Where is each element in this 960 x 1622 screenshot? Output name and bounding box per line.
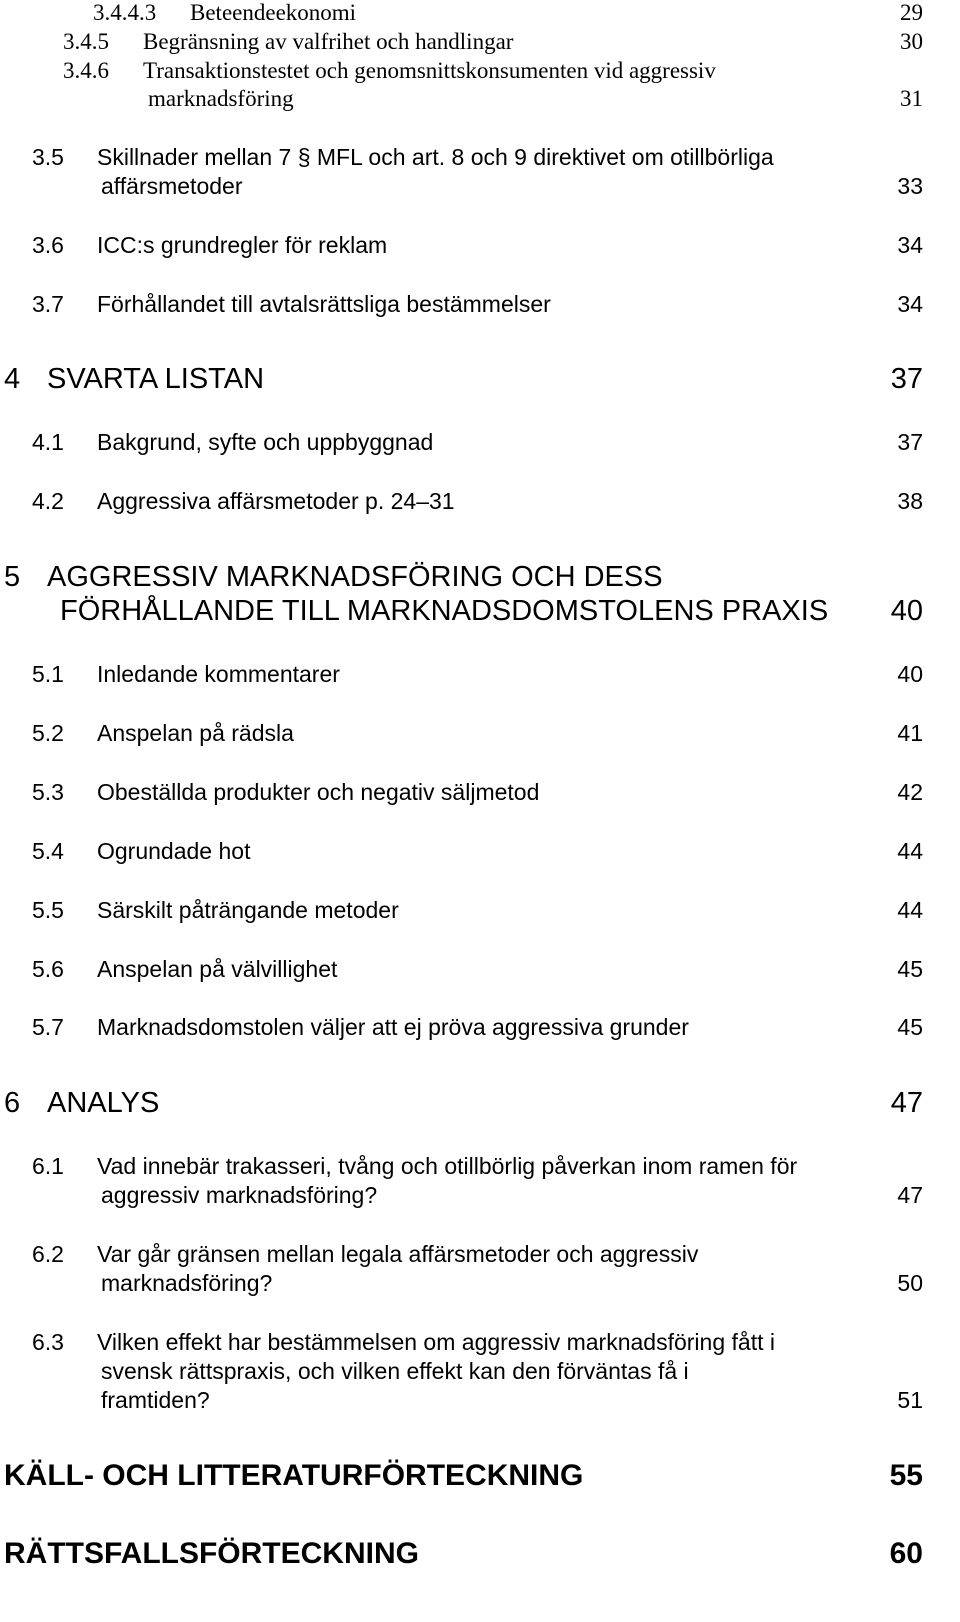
- toc-title: RÄTTSFALLSFÖRTECKNING: [4, 1537, 419, 1570]
- toc-page: 50: [897, 1270, 923, 1296]
- toc-number: 4: [4, 363, 21, 395]
- toc-page: 45: [897, 1014, 923, 1040]
- toc-entry-6-3-cont2[interactable]: [0, 1387, 960, 1417]
- toc-title-cont: FÖRHÅLLANDE TILL MARKNADSDOMSTOLENS PRAXIS: [60, 595, 829, 627]
- toc-title: ANALYS: [47, 1087, 160, 1119]
- toc-page: 42: [897, 779, 923, 805]
- toc-entry-3-5[interactable]: [0, 144, 960, 174]
- toc-page: 34: [897, 232, 923, 258]
- toc-page: 33: [897, 173, 923, 199]
- toc-number: 3.7: [32, 291, 64, 317]
- toc-title-cont: marknadsföring?: [101, 1270, 273, 1296]
- toc-number: 3.4.4.3: [93, 0, 157, 25]
- toc-number: 3.4.6: [63, 58, 109, 83]
- toc-page: 44: [897, 897, 923, 923]
- toc-title: Skillnader mellan 7 § MFL och art. 8 och 9 direktivet om otillbörliga: [97, 144, 774, 170]
- toc-title: Marknadsdomstolen väljer att ej pröva aggressiva grunder: [97, 1014, 689, 1040]
- toc-page: 45: [897, 956, 923, 982]
- toc-entry-5-7[interactable]: [0, 1014, 960, 1044]
- toc-page: 55: [889, 1459, 923, 1492]
- toc-entry-3-6[interactable]: [0, 232, 960, 262]
- toc-chapter-5[interactable]: [0, 561, 960, 597]
- toc-title-cont: framtiden?: [101, 1387, 210, 1413]
- toc-number: 3.4.5: [63, 29, 109, 54]
- toc-number: 6: [4, 1087, 21, 1119]
- toc-entry-3-4-6[interactable]: [0, 58, 960, 86]
- toc-page: 34: [897, 291, 923, 317]
- toc-page: 51: [897, 1387, 923, 1413]
- toc-entry-6-1-cont[interactable]: [0, 1182, 960, 1212]
- toc-entry-5-6[interactable]: [0, 956, 960, 986]
- toc-entry-5-2[interactable]: [0, 720, 960, 750]
- toc-entry-4-1[interactable]: [0, 429, 960, 459]
- toc-entry-5-1[interactable]: [0, 661, 960, 691]
- toc-title: Var går gränsen mellan legala affärsmetoder och aggressiv: [97, 1241, 699, 1267]
- toc-number: 4.1: [32, 429, 64, 455]
- toc-page: 37: [890, 363, 923, 395]
- toc-entry-3-7[interactable]: [0, 291, 960, 321]
- toc-title-cont: marknadsföring: [148, 86, 294, 111]
- toc-title: Beteendeekonomi: [190, 0, 357, 25]
- toc-title: Ogrundade hot: [97, 838, 251, 864]
- toc-entry-4-2[interactable]: [0, 488, 960, 518]
- toc-entry-3-5-cont[interactable]: [0, 173, 960, 203]
- toc-chapter-5-cont[interactable]: [0, 595, 960, 631]
- toc-title: KÄLL- OCH LITTERATURFÖRTECKNING: [4, 1459, 584, 1492]
- toc-number: 5.5: [32, 897, 64, 923]
- toc-title: Transaktionstestet och genomsnittskonsumenten vid aggressiv: [143, 58, 716, 83]
- toc-number: 3.6: [32, 232, 64, 258]
- toc-page: 31: [900, 86, 923, 111]
- toc-title: Bakgrund, syfte och uppbyggnad: [97, 429, 434, 455]
- toc-title: Särskilt påträngande metoder: [97, 897, 399, 923]
- toc-title: Vad innebär trakasseri, tvång och otillbörlig påverkan inom ramen för: [97, 1153, 798, 1179]
- toc-title: Begränsning av valfrihet och handlingar: [143, 29, 514, 54]
- toc-entry-5-5[interactable]: [0, 897, 960, 927]
- toc-title: Inledande kommentarer: [97, 661, 340, 687]
- toc-number: 5: [4, 561, 21, 593]
- toc-title-cont: svensk rättspraxis, och vilken effekt kan den förväntas få i: [101, 1358, 689, 1384]
- toc-page: 44: [897, 838, 923, 864]
- toc-title: Anspelan på rädsla: [97, 720, 294, 746]
- toc-page: 40: [897, 661, 923, 687]
- toc-entry-6-3-cont[interactable]: [0, 1358, 960, 1388]
- toc-page: 37: [897, 429, 923, 455]
- toc-number: 5.1: [32, 661, 64, 687]
- toc-page: 30: [900, 29, 923, 54]
- toc-page: 47: [897, 1182, 923, 1208]
- toc-number: 4.2: [32, 488, 64, 514]
- toc-number: 5.4: [32, 838, 64, 864]
- toc-entry-5-4[interactable]: [0, 838, 960, 868]
- toc-page: 47: [890, 1087, 923, 1119]
- toc-entry-6-2-cont[interactable]: [0, 1270, 960, 1300]
- toc-title: Förhållandet till avtalsrättsliga bestämmelser: [97, 291, 551, 317]
- toc-title: AGGRESSIV MARKNADSFÖRING OCH DESS: [47, 561, 663, 593]
- toc-number: 6.1: [32, 1153, 64, 1179]
- toc-entry-6-1[interactable]: [0, 1153, 960, 1183]
- toc-page: 60: [889, 1537, 923, 1570]
- toc-entry-5-3[interactable]: [0, 779, 960, 809]
- toc-title-cont: affärsmetoder: [101, 173, 243, 199]
- toc-number: 6.3: [32, 1329, 64, 1355]
- toc-number: 5.7: [32, 1014, 64, 1040]
- toc-entry-3-4-4-3[interactable]: [0, 0, 960, 28]
- toc-title: Vilken effekt har bestämmelsen om aggressiv marknadsföring fått i: [97, 1329, 775, 1355]
- toc-entry-3-4-6-cont[interactable]: [0, 86, 960, 114]
- toc-page: 40: [890, 595, 923, 627]
- toc-chapter-4[interactable]: [0, 363, 960, 399]
- toc-number: 3.5: [32, 144, 64, 170]
- toc-section-cases[interactable]: [0, 1537, 960, 1575]
- toc-title: Anspelan på välvillighet: [97, 956, 338, 982]
- toc-title: ICC:s grundregler för reklam: [97, 232, 388, 258]
- toc-number: 5.3: [32, 779, 64, 805]
- toc-entry-6-3[interactable]: [0, 1329, 960, 1359]
- toc-title-cont: aggressiv marknadsföring?: [101, 1182, 378, 1208]
- toc-page: 38: [897, 488, 923, 514]
- toc-page: 29: [900, 0, 923, 25]
- toc-number: 5.2: [32, 720, 64, 746]
- toc-number: 5.6: [32, 956, 64, 982]
- toc-title: Aggressiva affärsmetoder p. 24–31: [97, 488, 455, 514]
- toc-page: 41: [897, 720, 923, 746]
- toc-entry-3-4-5[interactable]: [0, 29, 960, 57]
- toc-title: Obeställda produkter och negativ säljmetod: [97, 779, 540, 805]
- toc-title: SVARTA LISTAN: [47, 363, 265, 395]
- toc-entry-6-2[interactable]: [0, 1241, 960, 1271]
- toc-section-sources[interactable]: [0, 1459, 960, 1497]
- toc-number: 6.2: [32, 1241, 64, 1267]
- toc-chapter-6[interactable]: [0, 1087, 960, 1123]
